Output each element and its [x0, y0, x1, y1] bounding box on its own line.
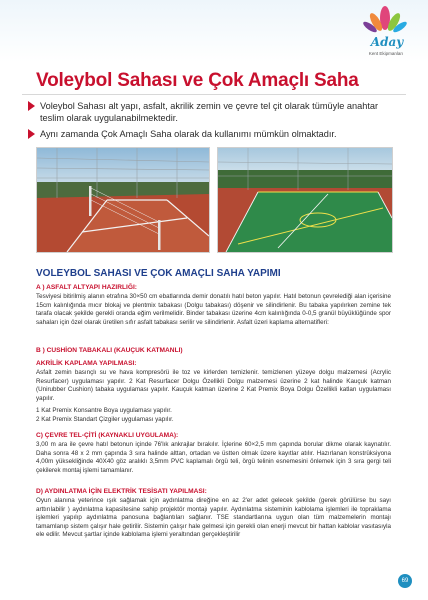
section-b-line-2: 2 Kat Premix Standart Çizgiler uygulaması yapılır. — [36, 416, 174, 423]
section-a-heading: A ) ASFALT ALTYAPI HAZIRLIĞI: — [36, 284, 137, 291]
page-title: Voleybol Sahası ve Çok Amaçlı Saha — [36, 70, 359, 91]
section-c-text: 3,00 m ara ile çevre hatıl betonun içinde 76'lık ankrajlar bırakılır. İçlerine 60×2,5 mm çapında borular dikme olarak kaynatılır. Daha sonra 48 x 2 mm çapında 3 sıra halinde alttan, ortadan ve üstten olmak üzere kayıtlar atılır. Hazırlanan konstrüksiyona 4,00m yüksekliğinde 40X40 göz aralıklı 3,5mm PVC kaplamalı örgü teli, örgü telinin esnemesini önlemek için 3 sıra gergi teli çekilerek montaj işlemi tamamlanır. — [36, 441, 391, 474]
brand-subtitle: Kent Ekipmanları — [368, 51, 404, 56]
intro-text-1: Voleybol Sahası alt yapı, asfalt, akrilik zemin ve çevre tel çit olarak tümüyle anahtar teslim olarak uygulanabilmektedir. — [40, 101, 379, 123]
bullet-arrow-icon — [28, 129, 35, 139]
multi-purpose-court-photo — [217, 147, 393, 253]
section-b-line-1: 1 Kat Premix Konsantre Boya uygulaması yapılır. — [36, 407, 172, 414]
section-c-heading: C) ÇEVRE TEL-ÇİTİ (KAYNAKLI UYGULAMA): — [36, 432, 179, 439]
brand-logo — [356, 5, 414, 61]
section-b-subheading: AKRİLİK KAPLAMA YAPILMASI: — [36, 360, 137, 367]
intro-text-2: Aynı zamanda Çok Amaçlı Saha olarak da kullanımı mümkün olmaktadır. — [40, 129, 337, 139]
page-number: 69 — [398, 574, 412, 588]
section-title: VOLEYBOL SAHASI VE ÇOK AMAÇLI SAHA YAPIMI — [36, 268, 281, 279]
intro-item-2 — [40, 128, 390, 140]
section-d-heading: D) AYDINLATMA İÇİN ELEKTRİK TESİSATI YAPILMASI: — [36, 488, 207, 495]
flower-icon — [356, 5, 414, 35]
volleyball-court-photo — [36, 147, 210, 253]
intro-item-1 — [40, 100, 390, 124]
section-b-text: Asfalt zemin basınçlı su ve hava kompresörü ile toz ve kirlerden temizlenir. temizlenen yüzeye dolgu malzemesi (Acrylic Resurfacer) uygulaması yapılır. 2 Kat Resurfacer Dolgu Özellikli Dolgu malzemesi üzerine 2 kat halinde Kauçuk katman (Unirubber Cushion) tabaka uygulaması yapılır. Kauçuk katman üzerine 2 Kat Premix Boya Dolgu Özellikli katları uygulaması yapılır. — [36, 369, 391, 402]
section-b-heading: B ) CUSHİON TABAKALI (KAUÇUK KATMANLI) — [36, 347, 183, 354]
divider — [22, 94, 406, 95]
section-a-text: Tesviyesi bitirilmiş alanın etrafına 30×50 cm ebatlarında demir donatılı hatıl beton yapılır. Hatıl betonun çevrelediği alan içerisine 15cm kalınlığında mıcır blokaj ve plentmix tabakası (Dolgu tabakası) döşenir ve silindirlenir. Bu tabaka yapılırken zemine tek tarafa olacak şekilde gerekli oranda eğim verilmelidir. Binder tabakası üzerine 4cm kalınlığında 0-0,5 granül büyüklüğünde spor sahaları için özel olarak üretilen sıfır asfalt tabakası serilir ve silindirlenir. Asfalt üzeri kaplama alternatifleri: — [36, 293, 391, 326]
bullet-arrow-icon — [28, 101, 35, 111]
brand-name: Aday — [370, 35, 404, 49]
section-d-text: Oyun alanına yeterince ışık sağlamak için aydınlatma direğine en az 2'er adet gelecek şekilde (gerek görülürse bu sayı arttırılabilir ) aydınlatma kapasitesine sahip projektör montajı yapılır. Aydınlatma sisteminin kablolama işlemleri ile topraklama işlemleri yapılıp aydınlatma panosuna bağlantıları sağlanır. TSE standartlarına uygun olan tüm malzemelerin montajı tamamlanıp sistem çalışır hale getirilir. Sistemin çalışır hale gelmesi için gerekli olan enerji mevcut bir hattan kablolar vasıtasıyla ele edilir. Mevcut şartlar içinde kablolama işlemi yeraltından gerçekleştirilir — [36, 497, 391, 539]
